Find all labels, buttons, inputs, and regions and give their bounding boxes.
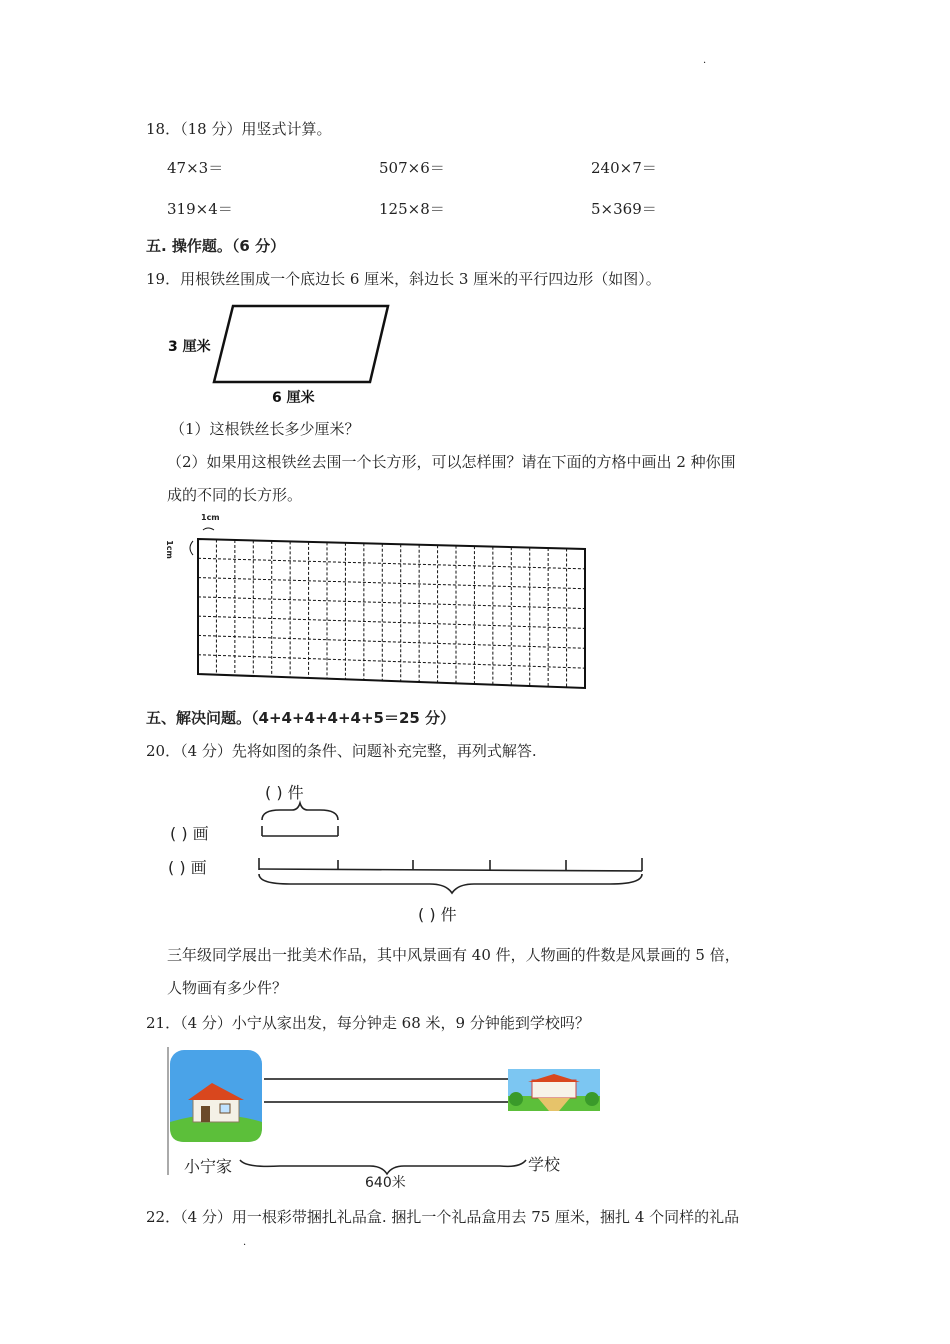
q21-title: 21．（4 分）小宁从家出发，每分钟走 68 米，9 分钟能到学校吗？ (146, 1014, 590, 1032)
footer-mark: · (243, 1240, 247, 1251)
q20-text-line1: 三年级同学展出一批美术作品，其中风景画有 40 件，人物画的件数是风景画的 5 倍， (167, 946, 740, 964)
q18-expr: 507×6＝ (379, 159, 445, 177)
q19-part2-line2: 成的不同的长方形。 (167, 486, 303, 504)
parallelogram-side-label: 3 厘米 (168, 339, 211, 355)
diagram-row2-label: ( ) 画 (168, 858, 207, 877)
q20-text-line2: 人物画有多少件？ (167, 979, 288, 997)
q18-expr: 47×3＝ (167, 159, 224, 177)
section-heading-operations: 五. 操作题。（6 分） (146, 237, 286, 255)
diagram-top-label: ( ) 件 (265, 783, 304, 802)
section-heading-problems: 五、解决问题。（4+4+4+4+4+5＝25 分） (146, 709, 456, 727)
grid-unit-top-label: 1cm (201, 513, 220, 522)
q19-part1: （1）这根铁丝长多少厘米？ (170, 420, 360, 438)
q19-title: 19．用根铁丝围成一个底边长 6 厘米，斜边长 3 厘米的平行四边形（如图）。 (146, 270, 661, 288)
q20-title: 20．（4 分）先将如图的条件、问题补充完整，再列式解答. (146, 742, 537, 760)
q19-part2-line1: （2）如果用这根铁丝去围一个长方形，可以怎样围？请在下面的方格中画出 2 种你围 (167, 453, 736, 471)
school-label: 学校 (528, 1155, 561, 1174)
diagram-row1-label: ( ) 画 (170, 824, 209, 843)
q18-expr: 319×4＝ (167, 200, 233, 218)
grid-unit-left-label: 1cm (164, 540, 174, 559)
distance-label: 640米 (365, 1175, 406, 1191)
parallelogram-base-label: 6 厘米 (272, 390, 315, 406)
q18-expr: 240×7＝ (591, 159, 657, 177)
page-mark: · (703, 58, 707, 69)
q18-expr: 125×8＝ (379, 200, 445, 218)
home-label: 小宁家 (184, 1157, 233, 1176)
q22-title: 22．（4 分）用一根彩带捆扎礼品盒. 捆扎一个礼品盒用去 75 厘米，捆扎 4 个同样的礼品 (146, 1208, 740, 1226)
diagram-bottom-label: ( ) 件 (418, 905, 457, 924)
school-icon (508, 1069, 600, 1111)
q18-title: 18．（18 分）用竖式计算。 (146, 120, 332, 138)
q18-expr: 5×369＝ (591, 200, 657, 218)
house-icon (170, 1050, 262, 1142)
